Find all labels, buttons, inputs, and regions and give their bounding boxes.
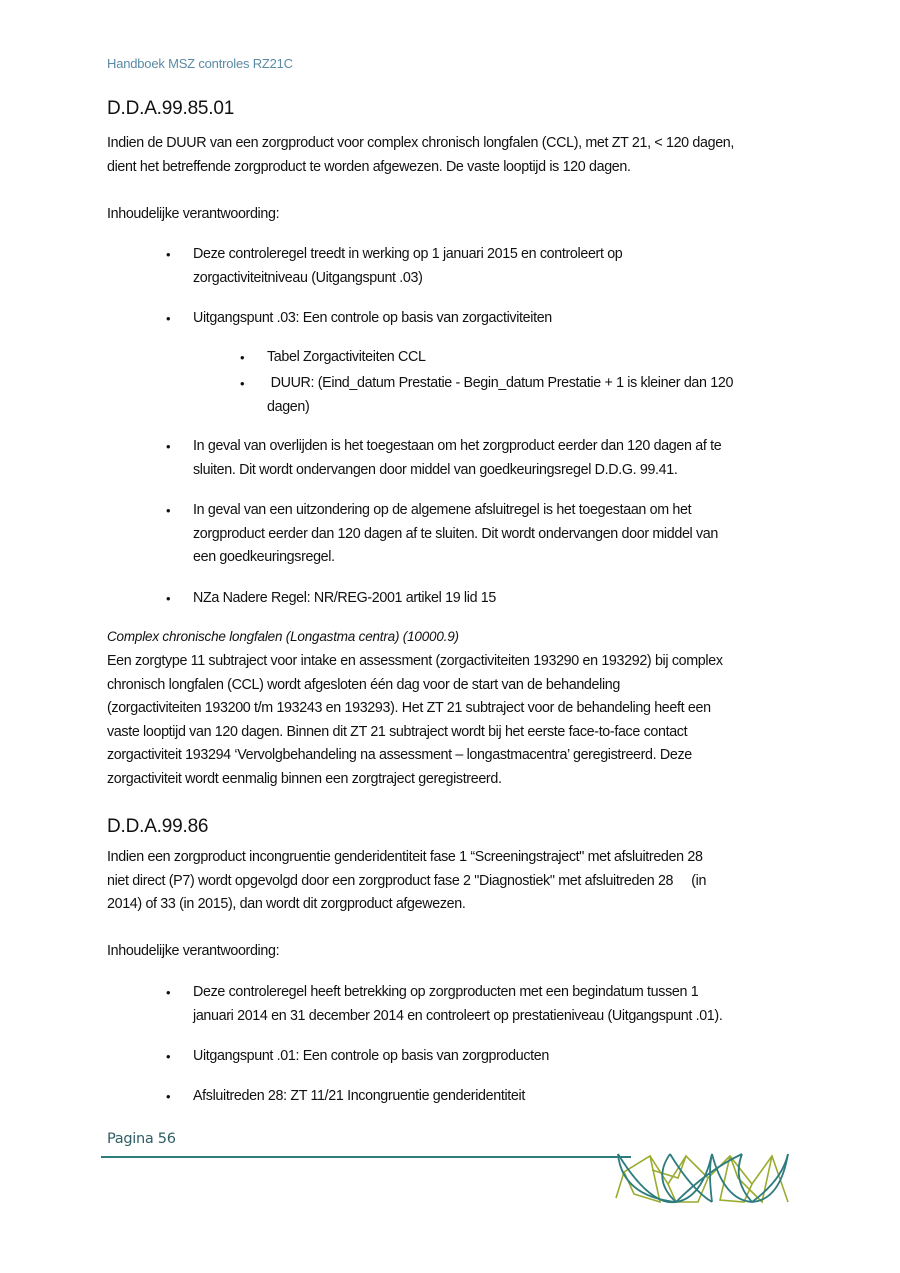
text-line: niet direct (P7) wordt opgevolgd door een zorgproduct fase 2 "Diagnostiek" met afsluitreden 28 (in	[107, 872, 707, 889]
italic-subheading: Complex chronische longfalen (Longastma centra) (10000.9)	[107, 629, 459, 644]
bullet-icon: •	[166, 439, 171, 454]
justification-label: Inhoudelijke verantwoording:	[107, 206, 280, 222]
bullet-icon: •	[166, 247, 171, 262]
text-line: een goedkeuringsregel.	[193, 549, 335, 565]
text-line: zorgproduct eerder dan 120 dagen af te sluiten. Dit wordt ondervangen door middel van	[193, 525, 719, 542]
text-line: dagen)	[267, 398, 310, 415]
text-line: zorgactiviteitniveau (Uitgangspunt .03)	[193, 269, 423, 286]
text-line: januari 2014 en 31 december 2014 en controleert op prestatieniveau (Uitgangspunt .01).	[193, 1007, 723, 1024]
bullet-icon: •	[240, 350, 245, 365]
list-item	[166, 1085, 796, 1109]
running-header: Handboek MSZ controles RZ21C	[107, 56, 293, 71]
text-line: DUUR: (Eind_datum Prestatie - Begin_datum Prestatie + 1 is kleiner dan 120	[267, 375, 734, 391]
bullet-icon: •	[166, 1049, 171, 1064]
text-line: In geval van een uitzondering op de algemene afsluitregel is het toegestaan om het	[193, 502, 692, 518]
text-line: Tabel Zorgactiviteiten CCL	[267, 349, 426, 365]
bullet-icon: •	[166, 985, 171, 1000]
section2-intro	[107, 846, 797, 917]
sub-list-item	[240, 372, 800, 419]
text-line: Afsluitreden 28: ZT 11/21 Incongruentie genderidentiteit	[193, 1088, 525, 1104]
sub-list-item	[240, 346, 800, 370]
text-line: vaste looptijd van 120 dagen. Binnen dit ZT 21 subtraject wordt bij het eerste face-to-face contact	[107, 723, 688, 740]
footer-divider	[101, 1156, 631, 1158]
text-line: NZa Nadere Regel: NR/REG-2001 artikel 19 lid 15	[193, 590, 496, 606]
text-line: zorgactiviteit wordt eenmalig binnen een zorgtraject geregistreerd.	[107, 770, 502, 787]
text-line: 2014) of 33 (in 2015), dan wordt dit zorgproduct afgewezen.	[107, 896, 466, 912]
decorative-circles-logo-icon	[612, 1150, 792, 1206]
bullet-icon: •	[166, 591, 171, 606]
text-line: Uitgangspunt .01: Een controle op basis van zorgproducten	[193, 1048, 549, 1064]
text-line: Een zorgtype 11 subtraject voor intake en assessment (zorgactiviteiten 193290 en 193292) bij complex	[107, 653, 723, 669]
text-line: Uitgangspunt .03: Een controle op basis van zorgactiviteiten	[193, 310, 552, 326]
section1-body	[107, 650, 797, 791]
section-heading-dda-99-85-01: D.D.A.99.85.01	[107, 98, 235, 119]
list-item	[166, 435, 796, 482]
list-item	[166, 981, 796, 1028]
list-item	[166, 243, 796, 290]
bullet-icon: •	[166, 311, 171, 326]
text-line: dient het betreffende zorgproduct te worden afgewezen. De vaste looptijd is 120 dagen.	[107, 158, 631, 175]
section-heading-dda-99-86: D.D.A.99.86	[107, 816, 209, 837]
bullet-icon: •	[240, 376, 245, 391]
text-line: Indien een zorgproduct incongruentie genderidentiteit fase 1 “Screeningstraject" met afsluitreden 28	[107, 849, 703, 865]
text-line: sluiten. Dit wordt ondervangen door middel van goedkeuringsregel D.D.G. 99.41.	[193, 461, 678, 478]
text-line: In geval van overlijden is het toegestaan om het zorgproduct eerder dan 120 dagen af te	[193, 438, 722, 454]
list-item	[166, 1045, 796, 1069]
bullet-icon: •	[166, 503, 171, 518]
justification-label: Inhoudelijke verantwoording:	[107, 943, 280, 959]
text-line: Indien de DUUR van een zorgproduct voor complex chronisch longfalen (CCL), met ZT 21, < 120 dagen,	[107, 135, 735, 151]
text-line: zorgactiviteit 193294 ‘Vervolgbehandeling na assessment – longastmacentra’ geregistreerd. Deze	[107, 747, 692, 763]
teal-arc-shapes	[618, 1154, 788, 1202]
list-item	[166, 307, 796, 331]
text-line: chronisch longfalen (CCL) wordt afgesloten één dag voor de start van de behandeling	[107, 676, 620, 693]
page-number: Pagina 56	[107, 1131, 176, 1147]
text-line: Deze controleregel heeft betrekking op zorgproducten met een begindatum tussen 1	[193, 984, 699, 1000]
bullet-icon: •	[166, 1089, 171, 1104]
list-item	[166, 587, 796, 611]
text-line: (zorgactiviteiten 193200 t/m 193243 en 193293). Het ZT 21 subtraject voor de behandeling heeft een	[107, 700, 711, 716]
list-item	[166, 499, 796, 570]
section1-intro	[107, 132, 797, 179]
text-line: Deze controleregel treedt in werking op 1 januari 2015 en controleert op	[193, 246, 623, 262]
